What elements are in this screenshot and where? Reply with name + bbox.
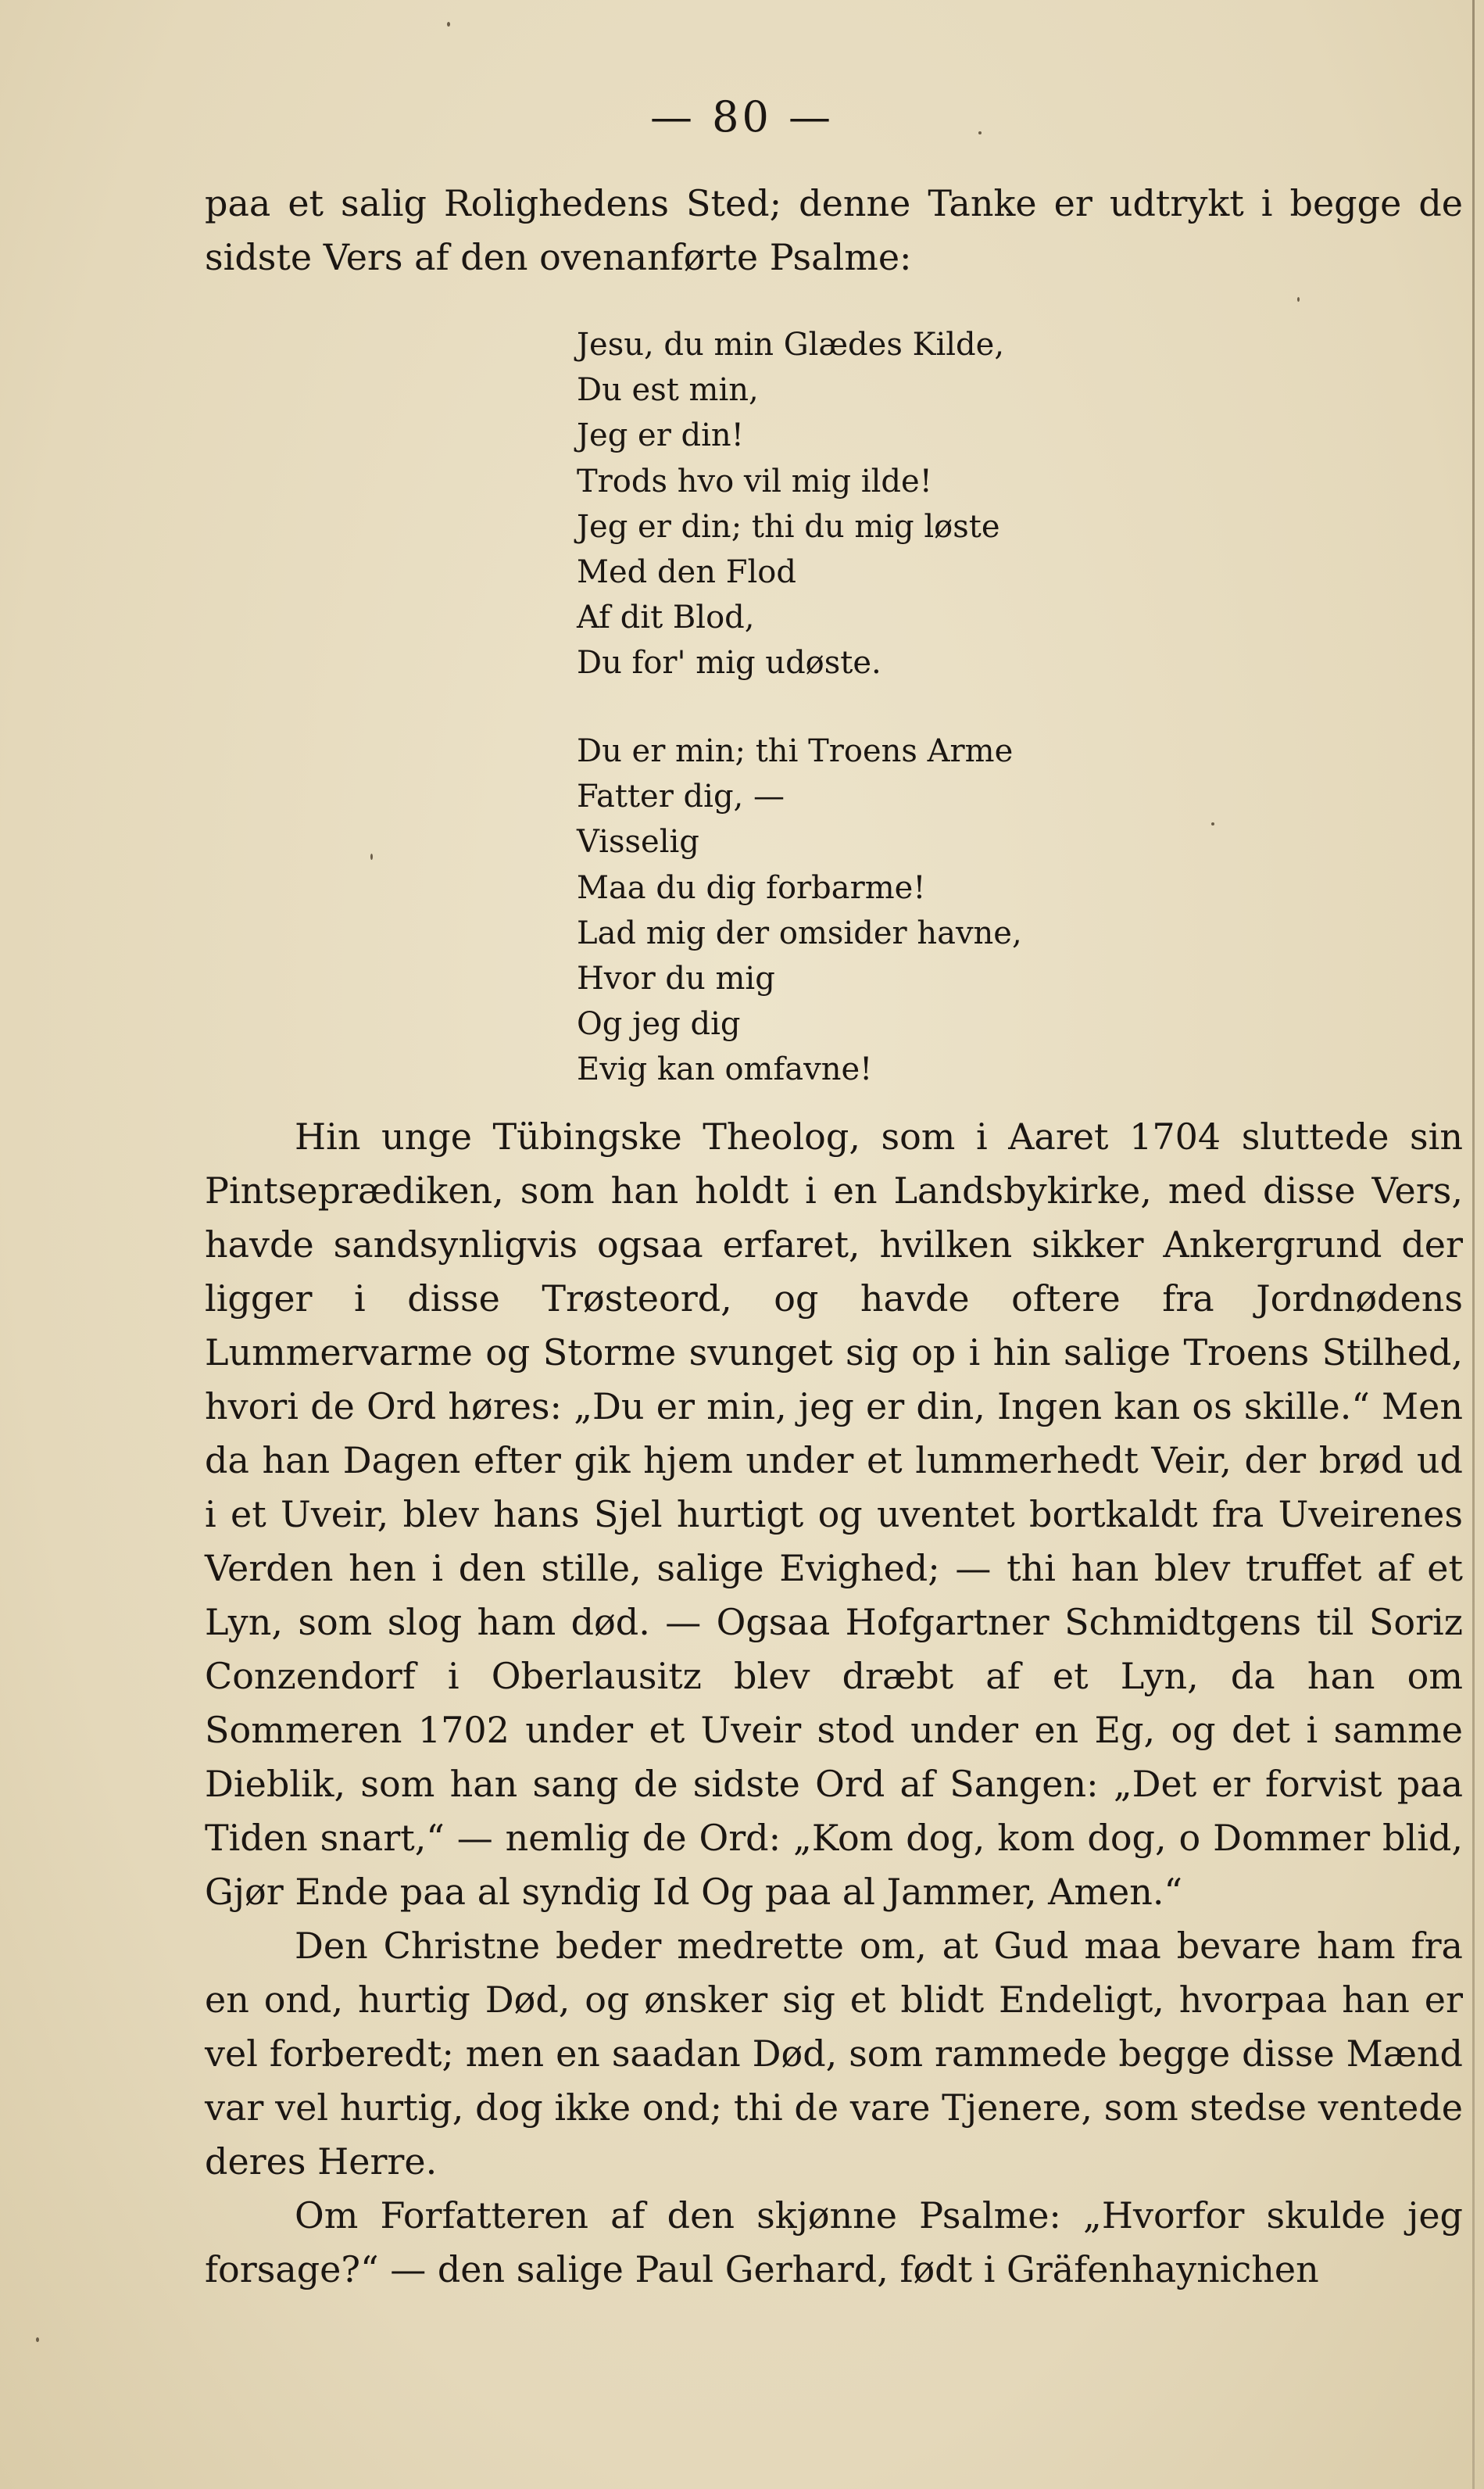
verse-line: Du est min, bbox=[577, 372, 759, 409]
verse-line: Evig kan omfavne! bbox=[577, 1051, 873, 1088]
verse-line: Visselig bbox=[577, 824, 699, 861]
hymn-stanza-1 bbox=[577, 322, 1436, 686]
verse-line: Med den Flod bbox=[577, 553, 796, 590]
paper-speck bbox=[370, 854, 373, 860]
hymn-stanza-2 bbox=[577, 729, 1436, 1093]
verse-line: Af dit Blod, bbox=[577, 600, 755, 636]
verse-line: Trods hvo vil mig ilde! bbox=[577, 463, 932, 500]
paper-speck bbox=[447, 22, 450, 27]
paragraph: Den Christne beder medrette om, at Gud maa bevare ham fra en ond, hurtig Død, og ønsker sig et blidt Endeligt, hvorpaa han er vel forberedt; men en saadan Død, som rammede begge disse Mænd var vel hurtig, dog ikke ond; thi de vare Tjenere, som stedse ventede deres Herre. bbox=[205, 1925, 1463, 2183]
verse-line: Jeg er din! bbox=[577, 417, 744, 454]
intro-paragraph bbox=[205, 177, 1463, 285]
page-number: — 80 — bbox=[649, 92, 835, 141]
main-text bbox=[205, 1110, 1463, 2297]
paragraph: Hin unge Tübingske Theolog, som i Aaret 1704 sluttede sin Pintseprædiken, som han holdt i en Landsbykirke, med disse Vers, havde sandsynligvis ogsaa erfaret, hvilken sikker Ankergrund der ligger i disse Trøsteord, og havde oftere fra Jordnødens Lummervarme og Storme svunget sig op i hin salige Troens Stilhed, hvori de Ord høres: „Du er min, jeg er din, Ingen kan os skille.“ Men da han Dagen efter gik hjem under et lummerhedt Veir, der brød ud i et Uveir, blev hans Sjel hurtigt og uventet bortkaldt fra Uveirenes Verden hen i den stille, salige Evighed; — thi han blev truffet af et Lyn, som slog ham død. — Ogsaa Hofgartner Schmidtgens til Soriz Conzendorf i Oberlausitz blev dræbt af et Lyn, da han om Sommeren 1702 under et Uveir stod under en Eg, og det i samme Dieblik, som han sang de sidste Ord af Sangen: „Det er forvist paa Tiden snart,“ — nemlig de Ord: „Kom dog, kom dog, o Dommer blid, Gjør Ende paa al syndig Id Og paa al Jammer, Amen.“ bbox=[205, 1116, 1463, 1913]
intro-text: paa et salig Rolighedens Sted; denne Tanke er udtrykt i begge de sidste Vers af den ovenanførte Psalme: bbox=[205, 182, 1463, 278]
verse-line: Hvor du mig bbox=[577, 960, 775, 997]
verse-line: Jesu, du min Glædes Kilde, bbox=[577, 327, 1005, 363]
verse-line: Fatter dig, — bbox=[577, 779, 785, 815]
paragraph: Om Forfatteren af den skjønne Psalme: „Hvorfor skulde jeg forsage?“ — den salige Paul Gerhard, født i Gräfenhaynichen bbox=[205, 2194, 1463, 2290]
verse-line: Du er min; thi Troens Arme bbox=[577, 733, 1014, 769]
verse-line: Maa du dig forbarme! bbox=[577, 869, 926, 906]
paper-speck bbox=[1297, 297, 1300, 302]
verse-line: Jeg er din; thi du mig løste bbox=[577, 508, 1000, 545]
binding-edge bbox=[1472, 0, 1475, 2489]
verse-line: Du for' mig udøste. bbox=[577, 645, 881, 682]
verse-line: Og jeg dig bbox=[577, 1006, 741, 1043]
paper-speck bbox=[36, 2337, 39, 2342]
verse-line: Lad mig der omsider havne, bbox=[577, 915, 1022, 951]
